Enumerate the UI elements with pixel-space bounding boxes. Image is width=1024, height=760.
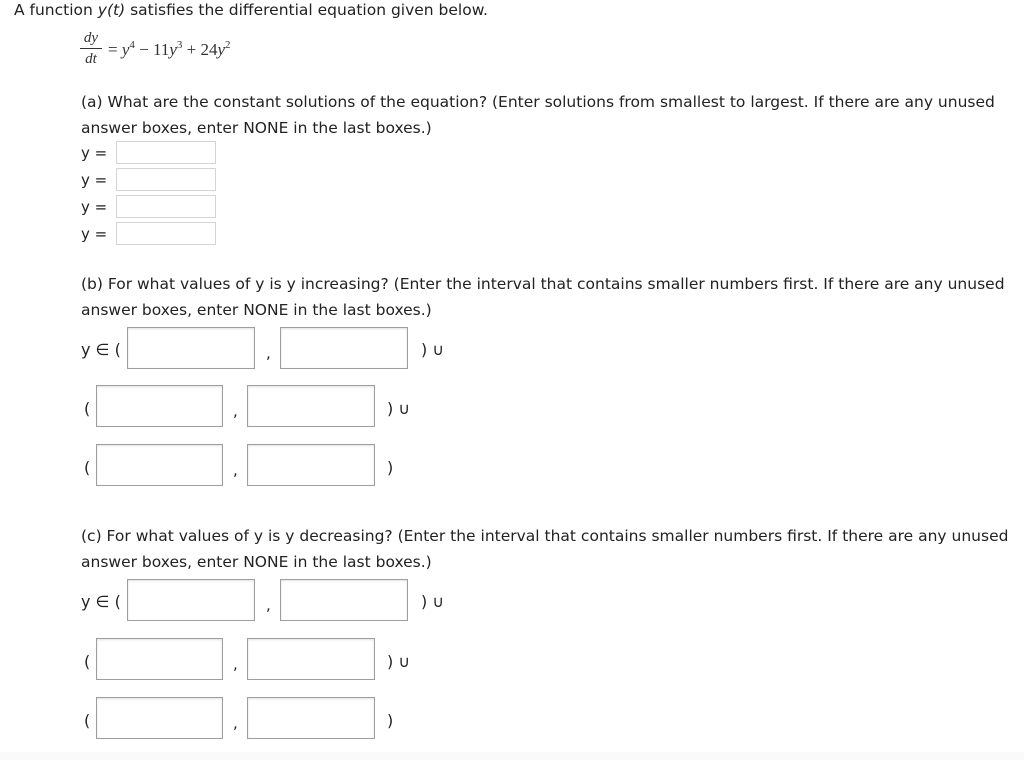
b-interval3-comma: , (233, 461, 238, 479)
equals-sign: = (108, 40, 122, 59)
b-interval2-open: ( (84, 399, 91, 418)
c-interval1-lower-input[interactable] (127, 579, 255, 621)
term1-exponent: 4 (129, 39, 135, 51)
fraction-bar (80, 48, 102, 49)
c-interval3-comma: , (233, 714, 238, 732)
term1-base: y (121, 40, 130, 59)
intro-function: y(t) (97, 1, 126, 19)
question-a: (a) What are the constant solutions of the equation? (Enter solutions from smallest to largest. If there are any unused answer boxes, enter NONE in the last boxes.) (81, 93, 995, 137)
c-interval2-lower-input[interactable] (96, 638, 223, 680)
c-interval1-upper-input[interactable] (280, 579, 408, 621)
answer-a1-input[interactable] (116, 141, 216, 164)
b-interval1-comma: , (266, 344, 271, 362)
b-interval3-close: ) (387, 458, 394, 477)
fraction-numerator: dy (83, 30, 99, 46)
b-interval3-lower-input[interactable] (96, 444, 223, 486)
c-interval3-close: ) (387, 711, 394, 730)
c-interval3-open: ( (84, 711, 91, 730)
b-interval2-union: ) ∪ (387, 399, 411, 418)
question-c: (c) For what values of y is y decreasing? (Enter the interval that contains smaller numbers first. If there are any unused answer boxes, enter NONE in the last boxes.) (81, 527, 1009, 571)
c-interval3-upper-input[interactable] (247, 697, 375, 739)
b-interval1-upper-input[interactable] (280, 327, 408, 369)
question-b: (b) For what values of y is y increasing? (Enter the interval that contains smaller numbers first. If there are any unused answer boxes, enter NONE in the last boxes.) (81, 275, 1005, 319)
c-interval2-comma: , (233, 655, 238, 673)
b-interval2-comma: , (233, 402, 238, 420)
term3-exponent: 2 (225, 39, 231, 51)
answer-a2-input[interactable] (116, 168, 216, 191)
fraction-denominator: dt (85, 51, 97, 67)
answer-a1-label: y = (81, 144, 108, 162)
c-set-prefix: y ∈ ( (81, 592, 121, 611)
b-interval1-union: ) ∪ (421, 340, 445, 359)
b-interval2-upper-input[interactable] (247, 385, 375, 427)
operator-1: − 11 (134, 40, 170, 59)
b-interval3-upper-input[interactable] (247, 444, 375, 486)
equation-rhs (108, 40, 231, 60)
term3-base: y (217, 40, 226, 59)
b-interval1-lower-input[interactable] (127, 327, 255, 369)
b-set-prefix: y ∈ ( (81, 340, 121, 359)
derivative-fraction (80, 30, 102, 67)
term2-exponent: 3 (176, 39, 183, 51)
problem-intro (14, 1, 488, 19)
answer-a4-label: y = (81, 225, 108, 243)
answer-a4-input[interactable] (116, 222, 216, 245)
b-interval2-lower-input[interactable] (96, 385, 223, 427)
term2-base: y (169, 40, 177, 59)
c-interval2-open: ( (84, 652, 91, 671)
c-interval1-comma: , (266, 596, 271, 614)
c-interval2-upper-input[interactable] (247, 638, 375, 680)
operator-2: + 24 (182, 40, 218, 59)
c-interval2-union: ) ∪ (387, 652, 411, 671)
intro-suffix: satisfies the differential equation given below. (125, 1, 488, 19)
b-interval3-open: ( (84, 458, 91, 477)
answer-a2-label: y = (81, 171, 108, 189)
c-interval3-lower-input[interactable] (96, 697, 223, 739)
answer-a3-input[interactable] (116, 195, 216, 218)
bottom-edge (0, 752, 1024, 760)
answer-a3-label: y = (81, 198, 108, 216)
c-interval1-union: ) ∪ (421, 592, 445, 611)
intro-prefix: A function (14, 1, 98, 19)
